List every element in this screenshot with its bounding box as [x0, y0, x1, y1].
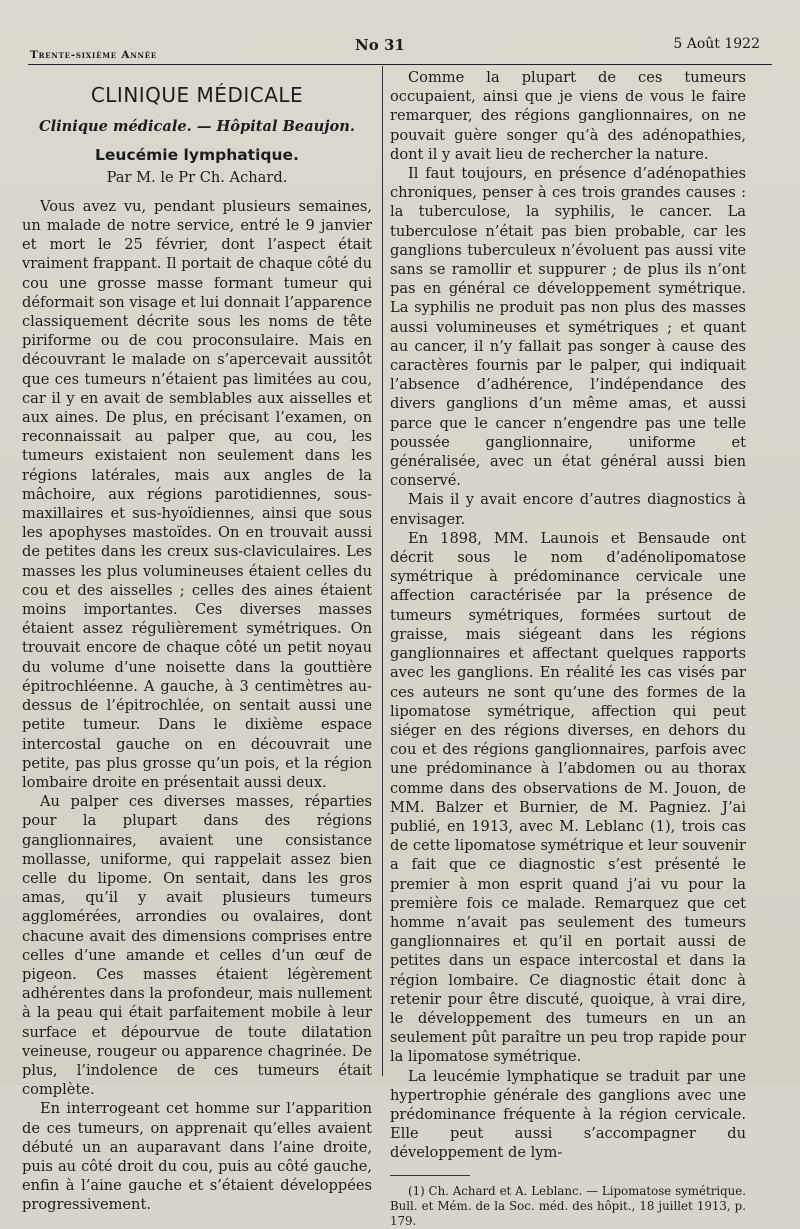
paragraph: Au palper ces diverses masses, réparties pour la plupart dans des régions ganglionnaires, avaient une consistance mollasse, uniforme, qui rappelait assez bien celle du lipome. On sentait, dans les gros amas, qu’il y avait plusieurs tumeurs agglomérées, arrondies ou ovalaires, dont chacune avait des dimensions comprises entre celles d’une amande et celles d’un œuf de pigeon. Ces masses étaient légèrement adhérentes dans la profondeur, mais nullement à la peau qui était parfaitement mobile à leur surface et dépourvue de toute dilatation veineuse, rougeur ou apparence chagrinée. De plus, l’indolence de ces tumeurs était complète.: [22, 793, 372, 1099]
paragraph: Comme la plupart de ces tumeurs occupaient, ainsi que je viens de vous le faire remarquer, des régions ganglionnaires, on ne pouvait guère songer qu’à des adénopathies, dont il y avait lieu de rechercher la nature.: [390, 69, 746, 163]
footnote: (1) Ch. Achard et A. Leblanc. — Lipomatose symétrique. Bull. et Mém. de la Soc. méd. des hôpit., 18 juillet 1913, p. 179.: [390, 1183, 746, 1228]
right-column: [390, 68, 746, 1228]
section-title: CLINIQUE MÉDICALE: [90, 83, 304, 107]
article-subtitle: Clinique médicale. — Hôpital Beaujon.: [38, 118, 355, 136]
footnote-rule: [390, 1175, 470, 1176]
article-title: Leucémie lymphatique.: [95, 146, 299, 165]
paragraph: Il faut toujours, en présence d’adénopathies chroniques, penser à ces trois grandes causes : la tuberculose, la syphilis, le cancer. La tuberculose n’était pas bien probable, car les ganglions tuberculeux n’évoluent pas aussi vite sans se ramollir et suppurer ; de plus ils n’ont pas en général ce développement symétrique. La syphilis ne produit pas non plus des masses aussi volumineuses et symétriques ; et quant au cancer, il n’y fallait pas songer à cause des caractères fournis par le palper, qui indiquait l’absence d’adhérence, l’indépendance des divers ganglions d’un même amas, et aussi parce que le cancer n’engendre pas une telle poussée ganglionnaire, uniforme et généralisée, avec un état général aussi bien conservé.: [390, 165, 746, 490]
paragraph: Mais il y avait encore d’autres diagnostics à envisager.: [390, 491, 746, 528]
volume-label: Trente-sixième Année: [30, 49, 157, 61]
paragraph: En interrogeant cet homme sur l’apparition de ces tumeurs, on apprenait qu’elles avaient débuté un an auparavant dans l’aine droite, puis au côté droit du cou, puis au côté gauche, enfin à l’aine gauche et s’étaient développées progressivement.: [22, 1100, 372, 1214]
paragraph: Vous avez vu, pendant plusieurs semaines, un malade de notre service, entré le 9 janvier et mort le 25 février, dont l’aspect était vraiment frappant. Il portait de chaque côté du cou une grosse masse formant tumeur qui déformait son visage et lui donnait l’apparence classiquement décrite sous les noms de tête piriforme ou de cou proconsulaire. Mais en découvrant le malade on s’apercevait aussitôt que ces tumeurs n’étaient pas limitées au cou, car il y en avait de semblables aux aisselles et aux aines. De plus, en précisant l’examen, on reconnaissait au palper que, au cou, les tumeurs existaient non seulement dans les régions latérales, mais aux angles de la mâchoire, aux régions parotidiennes, sous-maxillaires et sus-hyoïdiennes, ainsi que sous les apophyses mastoïdes. On en trouvait aussi de petites dans les creux sus-claviculaires. Les masses les plus volumineuses étaient celles du cou et des aisselles ; celles des aines étaient moins importantes. Ces diverses masses étaient assez régulièrement symétriques. On trouvait encore de chaque côté un petit noyau du volume d’une noisette dans la gouttière épitrochléenne. A gauche, à 3 centimètres au-dessus de l’épitrochlée, on sentait aussi une petite tumeur. Dans le dixième espace intercostal gauche on en découvrait une petite, pas plus grosse qu’un pois, et la région lombaire droite en présentait aussi deux.: [22, 197, 372, 791]
paragraph: En 1898, MM. Launois et Bensaude ont décrit sous le nom d’adénolipomatose symétrique à prédominance cervicale une affection caractérisée par la présence de tumeurs symétriques, formées surtout de graisse, mais siégeant dans les régions ganglionnaires et affectant quelques rapports avec les ganglions. En réalité les cas visés par ces auteurs ne sont qu’une des formes de la lipomatose symétrique, affection qui peut siéger en des régions diverses, en dehors du cou et des régions ganglionnaires, parfois avec une prédominance à l’abdomen ou au thorax comme dans des observations de M. Jouon, de MM. Balzer et Burnier, de M. Pagniez. J’ai publié, en 1913, avec M. Leblanc (1), trois cas de cette lipomatose symétrique et leur souvenir a fait que ce diagnostic s’est présenté le premier à mon esprit quand j’ai vu pour la première fois ce malade. Remarquez que cet homme n’avait pas seulement des tumeurs ganglionnaires et qu’il en portait aussi de petites dans un espace intercostal et dans la région lombaire. Ce diagnostic était donc à retenir pour être discuté, quoique, à vrai dire, le développement des tumeurs en un an seulement pût paraître un peu trop rapide pour la lipomatose symétrique.: [390, 529, 746, 1066]
issue-date: 5 Août 1922: [673, 36, 760, 52]
byline: Par M. le Pr Ch. Achard.: [106, 168, 288, 186]
left-column: [22, 68, 372, 1214]
paragraph: La leucémie lymphatique se traduit par une hypertrophie générale des ganglions avec une prédominance fréquente à la région cervicale. Elle peut aussi s’accompagner du développement de lym-: [390, 1067, 746, 1162]
header-rule: [28, 64, 772, 65]
issue-number: No 31: [355, 36, 405, 54]
column-divider: [382, 66, 383, 1076]
